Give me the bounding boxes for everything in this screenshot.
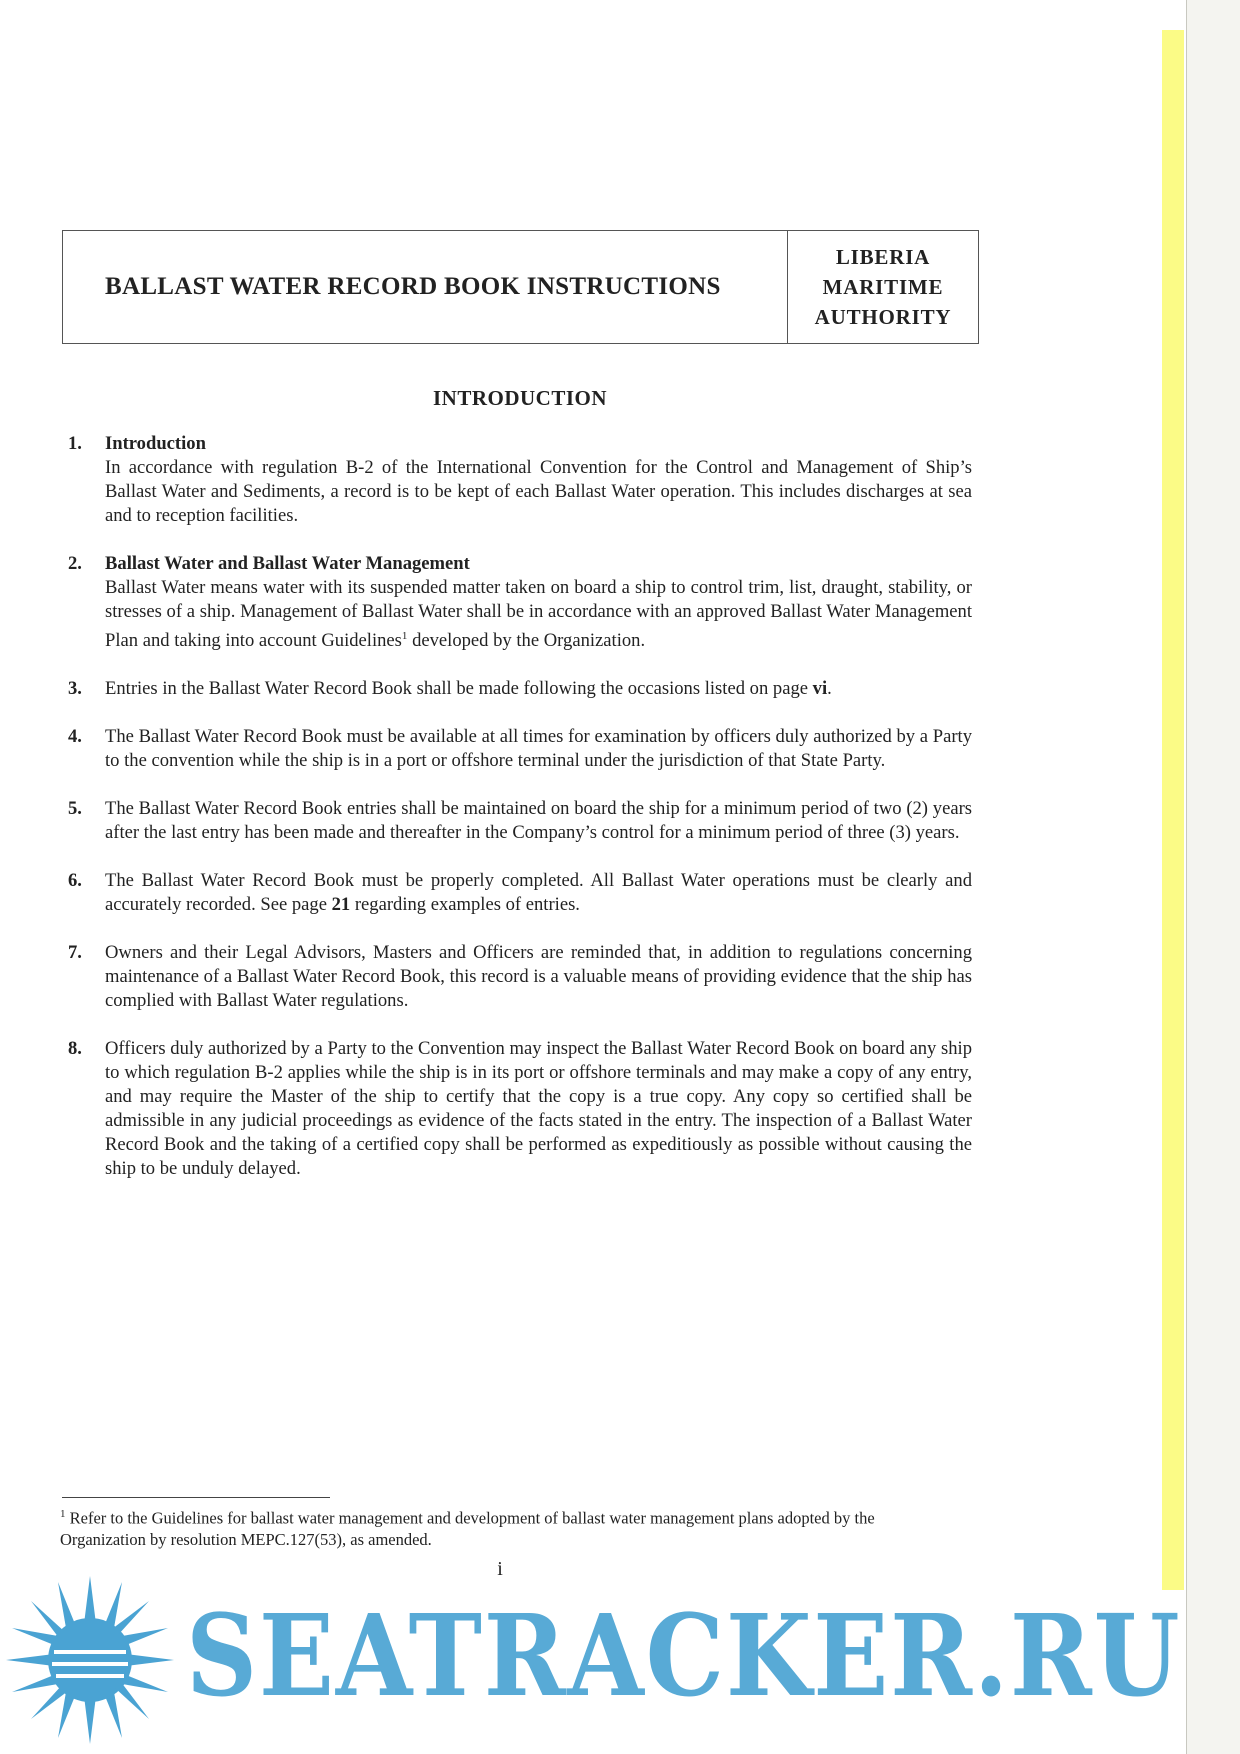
item-text-part: Ballast Water means water with its suspended matter taken on board a ship to control trim, list, draught, stability, or stresses of a ship. Management of Ballast Water shall be in accordance with an approved Ballast Water Management Plan and taking into account Guidelines <box>105 577 972 652</box>
item-text-part: The Ballast Water Record Book must be properly completed. All Ballast Water operations must be clearly and accurately recorded. See page <box>105 870 972 916</box>
footnote-marker: 1 <box>60 1508 66 1520</box>
footnote <box>60 1504 920 1550</box>
instruction-item-4 <box>62 725 972 773</box>
footnote-divider <box>62 1497 330 1498</box>
instruction-item-8 <box>62 1037 972 1181</box>
item-title: Ballast Water and Ballast Water Management <box>105 553 470 574</box>
instruction-item-5 <box>62 797 972 845</box>
document-title: BALLAST WATER RECORD BOOK INSTRUCTIONS <box>63 231 788 343</box>
highlighter-mark <box>1162 30 1184 1590</box>
item-text: In accordance with regulation B-2 of the International Convention for the Control and Management of Ship’s Ballast Water and Sediments, a record is to be kept of each Ballast Water operation. This includes discharges at sea and to reception facilities. <box>105 457 972 526</box>
watermark-text: SEATRACKER.RU <box>186 1591 1182 1722</box>
item-text-part: regarding examples of entries. <box>350 894 580 916</box>
item-text-part: . <box>827 678 832 700</box>
item-number: 3. <box>68 678 82 700</box>
page-number: i <box>497 1558 503 1580</box>
instruction-item-7 <box>62 941 972 1013</box>
item-text: The Ballast Water Record Book entries shall be maintained on board the ship for a minimum period of two (2) years after the last entry has been made and thereafter in the Company’s control for a minimum period of three (3) years. <box>105 798 972 844</box>
item-body <box>105 869 972 917</box>
item-text-part: developed by the Organization. <box>407 630 646 652</box>
authority-line-2: MARITIME <box>822 275 944 299</box>
item-body <box>105 432 972 528</box>
page-reference: 21 <box>331 894 351 916</box>
instruction-item-1 <box>62 432 972 528</box>
footnote-reference: 1 <box>401 630 408 642</box>
item-title: Introduction <box>105 433 206 454</box>
item-text-part: Entries in the Ballast Water Record Book shall be made following the occasions listed on page <box>105 678 813 700</box>
item-number: 6. <box>68 870 82 892</box>
item-body <box>105 677 972 701</box>
item-text <box>105 576 972 653</box>
scanned-page-edge <box>1186 0 1240 1754</box>
footnote-text: Refer to the Guidelines for ballast water management and development of ballast water management plans adopted by the Organization by resolution MEPC.127(53), as amended. <box>60 1508 875 1549</box>
page-reference: vi <box>812 678 828 700</box>
section-heading: INTRODUCTION <box>432 386 608 410</box>
item-text: Owners and their Legal Advisors, Masters and Officers are reminded that, in addition to regulations concerning maintenance of a Ballast Water Record Book, this record is a valuable means of providing evidence that the ship has complied with Ballast Water regulations. <box>105 942 972 1012</box>
item-text: The Ballast Water Record Book must be available at all times for examination by officers duly authorized by a Party to the convention while the ship is in a port or offshore terminal under the jurisdiction of that State Party. <box>105 726 972 772</box>
item-number: 1. <box>68 433 82 454</box>
document-header <box>62 230 979 344</box>
item-number: 4. <box>68 726 82 748</box>
sun-icon <box>2 1572 178 1748</box>
instruction-list <box>62 432 972 1205</box>
instruction-item-2 <box>62 552 972 653</box>
item-number: 8. <box>68 1038 82 1060</box>
authority-line-3: AUTHORITY <box>814 305 952 329</box>
item-number: 2. <box>68 553 82 574</box>
issuing-authority <box>788 231 978 343</box>
instruction-item-6 <box>62 869 972 917</box>
item-text: Officers duly authorized by a Party to the Convention may inspect the Ballast Water Record Book on board any ship to which regulation B-2 applies while the ship is in its port or offshore terminals and may make a copy of any entry, and may require the Master of the ship to certify that the copy is a true copy. Any copy so certified shall be admissible in any judicial proceedings as evidence of the facts stated in the entry. The inspection of a Ballast Water Record Book and the taking of a certified copy shall be performed as expeditiously as possible without causing the ship to be unduly delayed. <box>105 1038 972 1180</box>
item-number: 7. <box>68 942 82 964</box>
instruction-item-3 <box>62 677 972 701</box>
item-number: 5. <box>68 798 82 820</box>
authority-line-1: LIBERIA <box>835 245 931 269</box>
item-body <box>105 552 972 653</box>
